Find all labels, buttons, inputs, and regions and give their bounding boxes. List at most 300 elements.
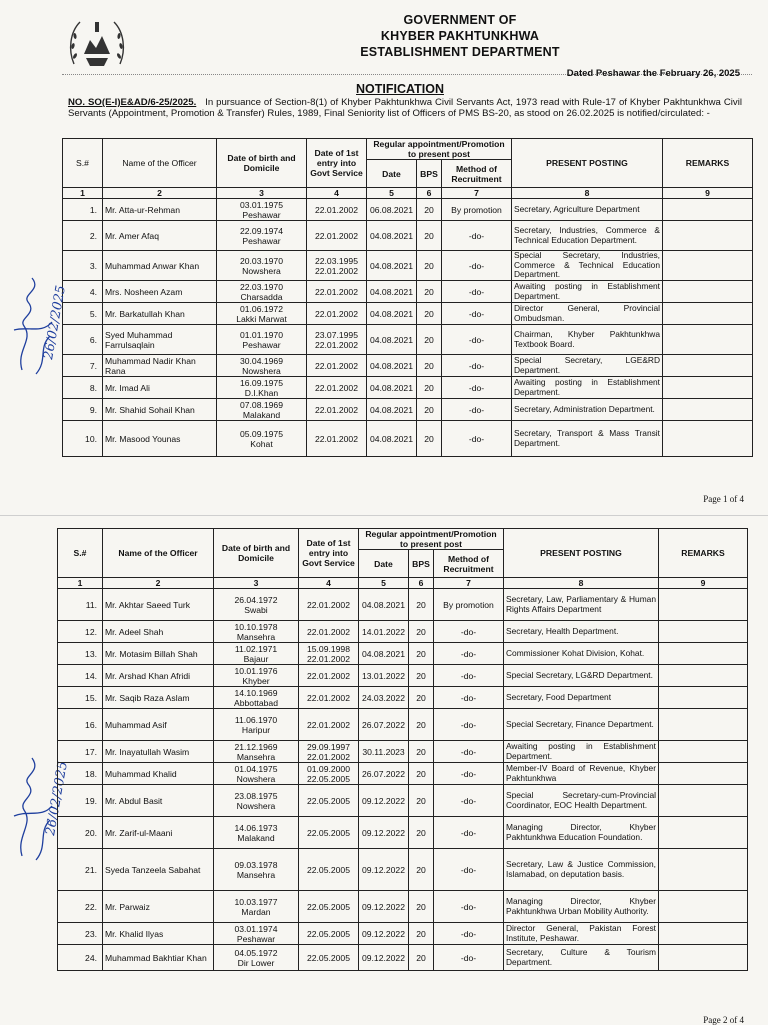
- remarks-cell: [659, 849, 748, 891]
- col-posting: PRESENT POSTING: [512, 139, 663, 188]
- row-sn: 11.: [58, 589, 103, 621]
- dob-domicile: [214, 709, 299, 741]
- col-num: 4: [299, 578, 359, 589]
- domicile: Kohat: [250, 438, 273, 449]
- row-sn: 23.: [58, 923, 103, 945]
- row-sn: 9.: [63, 399, 103, 421]
- recruitment-method: -do-: [434, 709, 504, 741]
- domicile: Bajaur: [243, 653, 269, 664]
- bps-value: 20: [417, 377, 442, 399]
- promotion-date: 09.12.2022: [359, 817, 409, 849]
- birth-date: 04.05.1972: [234, 947, 278, 958]
- present-posting: Awaiting posting in Establishment Department.: [512, 377, 663, 399]
- officer-name: Mr. Amer Afaq: [103, 221, 217, 251]
- promotion-date: 04.08.2021: [359, 643, 409, 665]
- col-regular: Regular appointment/Promotion to present post: [367, 139, 512, 160]
- col-num: 6: [409, 578, 434, 589]
- table-row: [58, 621, 748, 643]
- domicile: Nowshera: [242, 265, 281, 276]
- domicile: Peshawar: [236, 933, 276, 944]
- recruitment-method: -do-: [442, 355, 512, 377]
- present-posting: Secretary, Agriculture Department: [512, 199, 663, 221]
- row-sn: 6.: [63, 325, 103, 355]
- birth-date: 11.02.1971: [234, 643, 278, 654]
- dob-domicile: [214, 589, 299, 621]
- birth-date: 01.04.1975: [234, 763, 278, 774]
- row-sn: 19.: [58, 785, 103, 817]
- bps-value: 20: [417, 325, 442, 355]
- bps-value: 20: [409, 621, 434, 643]
- domicile: Malakand: [242, 409, 281, 420]
- birth-date: 01.01.1970: [239, 329, 283, 340]
- officer-name: Mr. Motasim Billah Shah: [103, 643, 214, 665]
- dob-domicile: [214, 643, 299, 665]
- officer-name: Syed Muhammad Farrulsaqlain: [103, 325, 217, 355]
- row-sn: 2.: [63, 221, 103, 251]
- entry-date: 22.01.2002: [307, 421, 367, 457]
- bps-value: 20: [417, 303, 442, 325]
- remarks-cell: [659, 687, 748, 709]
- birth-date: 14.06.1973: [234, 822, 278, 833]
- officer-name: Mr. Parwaiz: [103, 891, 214, 923]
- promotion-date: 09.12.2022: [359, 785, 409, 817]
- recruitment-method: -do-: [434, 785, 504, 817]
- row-sn: 16.: [58, 709, 103, 741]
- domicile: Haripur: [241, 724, 271, 735]
- dob-domicile: [214, 817, 299, 849]
- recruitment-method: -do-: [434, 891, 504, 923]
- remarks-cell: [663, 199, 753, 221]
- recruitment-method: By promotion: [442, 199, 512, 221]
- recruitment-method: -do-: [442, 325, 512, 355]
- officer-name: Muhammad Nadir Khan Rana: [103, 355, 217, 377]
- present-posting: Chairman, Khyber Pakhtunkhwa Textbook Board.: [512, 325, 663, 355]
- promotion-date: 04.08.2021: [367, 355, 417, 377]
- bps-value: 20: [417, 355, 442, 377]
- entry-date: 22.05.2005: [299, 923, 359, 945]
- entry-date: 22.05.2005: [299, 945, 359, 971]
- promotion-date: 26.07.2022: [359, 763, 409, 785]
- domicile: Malakand: [237, 832, 275, 843]
- col-entry: Date of 1st entry into Govt Service: [299, 529, 359, 578]
- entry-date: 23.07.1995 22.01.2002: [307, 325, 367, 355]
- birth-date: 20.03.1970: [239, 255, 283, 266]
- col-date: Date: [359, 550, 409, 578]
- entry-date: 22.01.2002: [299, 687, 359, 709]
- domicile: Abbottabad: [234, 697, 278, 708]
- remarks-cell: [659, 621, 748, 643]
- present-posting: Member-IV Board of Revenue, Khyber Pakhtunkhwa: [504, 763, 659, 785]
- row-sn: 13.: [58, 643, 103, 665]
- table-row: [58, 923, 748, 945]
- birth-date: 03.01.1975: [239, 199, 283, 210]
- table-row: [58, 665, 748, 687]
- bps-value: 20: [417, 399, 442, 421]
- promotion-date: 30.11.2023: [359, 741, 409, 763]
- promotion-date: 04.08.2021: [367, 421, 417, 457]
- col-num: 8: [504, 578, 659, 589]
- promotion-date: 04.08.2021: [367, 303, 417, 325]
- present-posting: Special Secretary, Finance Department.: [504, 709, 659, 741]
- promotion-date: 14.01.2022: [359, 621, 409, 643]
- col-num: 1: [58, 578, 103, 589]
- remarks-cell: [659, 709, 748, 741]
- row-sn: 20.: [58, 817, 103, 849]
- present-posting: Special Secretary, LG&RD Department.: [504, 665, 659, 687]
- bps-value: 20: [409, 817, 434, 849]
- present-posting: Director General, Pakistan Forest Institute, Peshawar.: [504, 923, 659, 945]
- entry-date: 29.09.1997 22.01.2002: [299, 741, 359, 763]
- bps-value: 20: [409, 763, 434, 785]
- recruitment-method: -do-: [434, 621, 504, 643]
- entry-date: 22.01.2002: [307, 221, 367, 251]
- birth-date: 22.09.1974: [239, 225, 283, 236]
- entry-date: 22.01.2002: [307, 199, 367, 221]
- remarks-cell: [663, 399, 753, 421]
- dob-domicile: [214, 665, 299, 687]
- domicile: Charsadda: [240, 291, 283, 302]
- dob-domicile: [214, 687, 299, 709]
- dob-domicile: [217, 251, 307, 281]
- domicile: Nowshera: [236, 800, 276, 811]
- recruitment-method: -do-: [434, 763, 504, 785]
- promotion-date: 04.08.2021: [359, 589, 409, 621]
- officer-name: Muhammad Bakhtiar Khan: [103, 945, 214, 971]
- table-row: [63, 221, 753, 251]
- col-num: 8: [512, 188, 663, 199]
- row-sn: 17.: [58, 741, 103, 763]
- col-method: Method of Recruitment: [442, 160, 512, 188]
- bps-value: 20: [409, 687, 434, 709]
- row-sn: 4.: [63, 281, 103, 303]
- table-body-page-one: [63, 199, 753, 457]
- officer-name: Muhammad Anwar Khan: [103, 251, 217, 281]
- present-posting: Managing Director, Khyber Pakhtunkhwa Urban Mobility Authority.: [504, 891, 659, 923]
- seniority-table-page-one: [62, 138, 753, 457]
- remarks-cell: [659, 741, 748, 763]
- promotion-date: 26.07.2022: [359, 709, 409, 741]
- col-num: 4: [307, 188, 367, 199]
- entry-date: 22.01.2002: [299, 621, 359, 643]
- domicile: Lakki Marwat: [236, 313, 287, 324]
- dob-domicile: [217, 281, 307, 303]
- col-posting: PRESENT POSTING: [504, 529, 659, 578]
- col-name: Name of the Officer: [103, 529, 214, 578]
- row-sn: 12.: [58, 621, 103, 643]
- remarks-cell: [663, 325, 753, 355]
- recruitment-method: -do-: [434, 741, 504, 763]
- domicile: D.I.Khan: [244, 387, 279, 398]
- bps-value: 20: [417, 421, 442, 457]
- dob-domicile: [214, 945, 299, 971]
- signature-stamp: [8, 230, 68, 380]
- row-sn: 3.: [63, 251, 103, 281]
- bps-value: 20: [409, 643, 434, 665]
- present-posting: Secretary, Food Department: [504, 687, 659, 709]
- promotion-date: 09.12.2022: [359, 891, 409, 923]
- header-line-government: GOVERNMENT OF: [403, 13, 517, 27]
- domicile: Nowshera: [242, 365, 281, 376]
- recruitment-method: -do-: [434, 687, 504, 709]
- entry-date: 22.05.2005: [299, 785, 359, 817]
- bps-value: 20: [417, 251, 442, 281]
- table-row: [63, 421, 753, 457]
- domicile: Nowshera: [236, 773, 276, 784]
- table-row: [58, 891, 748, 923]
- dob-domicile: [214, 785, 299, 817]
- officer-name: Mr. Zarif-ul-Maani: [103, 817, 214, 849]
- birth-date: 22.03.1970: [239, 281, 283, 292]
- domicile: Peshawar: [242, 339, 281, 350]
- col-regular: Regular appointment/Promotion to present post: [359, 529, 504, 550]
- officer-name: Mr. Barkatullah Khan: [103, 303, 217, 325]
- col-dob: Date of birth and Domicile: [217, 139, 307, 188]
- dob-domicile: [217, 421, 307, 457]
- row-sn: 14.: [58, 665, 103, 687]
- remarks-cell: [659, 589, 748, 621]
- col-entry: Date of 1st entry into Govt Service: [307, 139, 367, 188]
- dated-line: Dated Peshawar the February 26, 2025: [566, 68, 740, 79]
- remarks-cell: [659, 785, 748, 817]
- col-num: 3: [214, 578, 299, 589]
- dob-domicile: [217, 325, 307, 355]
- bps-value: 20: [409, 709, 434, 741]
- table-row: [63, 325, 753, 355]
- birth-date: 11.06.1970: [234, 714, 278, 725]
- domicile: Khyber: [242, 675, 270, 686]
- government-emblem-icon: [66, 16, 128, 70]
- table-row: [58, 849, 748, 891]
- present-posting: Secretary, Industries, Commerce & Technical Education Department.: [512, 221, 663, 251]
- present-posting: Commissioner Kohat Division, Kohat.: [504, 643, 659, 665]
- recruitment-method: -do-: [434, 923, 504, 945]
- domicile: Mansehra: [236, 869, 276, 880]
- recruitment-method: -do-: [442, 251, 512, 281]
- entry-date: 22.01.2002: [299, 665, 359, 687]
- domicile: Mardan: [241, 906, 271, 917]
- row-sn: 18.: [58, 763, 103, 785]
- present-posting: Secretary, Culture & Tourism Department.: [504, 945, 659, 971]
- promotion-date: 04.08.2021: [367, 377, 417, 399]
- table-row: [63, 303, 753, 325]
- promotion-date: 04.08.2021: [367, 399, 417, 421]
- officer-name: Mr. Shahid Sohail Khan: [103, 399, 217, 421]
- col-dob: Date of birth and Domicile: [214, 529, 299, 578]
- signature-date: 26/02/2025: [41, 284, 69, 361]
- entry-date: 22.01.2002: [299, 589, 359, 621]
- remarks-cell: [663, 281, 753, 303]
- bps-value: 20: [409, 923, 434, 945]
- dob-domicile: [214, 891, 299, 923]
- officer-name: Mr. Abdul Basit: [103, 785, 214, 817]
- col-num: 7: [434, 578, 504, 589]
- col-method: Method of Recruitment: [434, 550, 504, 578]
- row-sn: 1.: [63, 199, 103, 221]
- present-posting: Managing Director, Khyber Pakhtunkhwa Education Foundation.: [504, 817, 659, 849]
- officer-name: Mr. Saqib Raza Aslam: [103, 687, 214, 709]
- officer-name: Muhammad Khalid: [103, 763, 214, 785]
- row-sn: 21.: [58, 849, 103, 891]
- remarks-cell: [663, 377, 753, 399]
- promotion-date: 04.08.2021: [367, 221, 417, 251]
- table-row: [63, 251, 753, 281]
- domicile: Swabi: [244, 604, 268, 615]
- header-line-province: KHYBER PAKHTUNKHWA: [380, 29, 540, 43]
- domicile: Peshawar: [242, 235, 281, 246]
- col-remarks: REMARKS: [659, 529, 748, 578]
- birth-date: 01.06.1972: [239, 303, 283, 314]
- present-posting: Secretary, Law, Parliamentary & Human Rights Affairs Department: [504, 589, 659, 621]
- remarks-cell: [659, 945, 748, 971]
- col-num: 9: [659, 578, 748, 589]
- birth-date: 21.12.1969: [234, 741, 278, 752]
- promotion-date: 04.08.2021: [367, 325, 417, 355]
- table-row: [58, 763, 748, 785]
- notification-paragraph: [68, 97, 742, 120]
- birth-date: 23.08.1975: [234, 790, 278, 801]
- present-posting: Special Secretary, Industries, Commerce & Technical Education Department.: [512, 251, 663, 281]
- remarks-cell: [659, 923, 748, 945]
- remarks-cell: [659, 643, 748, 665]
- col-bps: BPS: [409, 550, 434, 578]
- birth-date: 10.03.1977: [234, 896, 278, 907]
- bps-value: 20: [409, 849, 434, 891]
- recruitment-method: By promotion: [434, 589, 504, 621]
- officer-name: Mr. Arshad Khan Afridi: [103, 665, 214, 687]
- recruitment-method: -do-: [434, 643, 504, 665]
- recruitment-method: -do-: [442, 281, 512, 303]
- col-num: 2: [103, 188, 217, 199]
- recruitment-method: -do-: [442, 421, 512, 457]
- col-remarks: REMARKS: [663, 139, 753, 188]
- col-num: 6: [417, 188, 442, 199]
- row-sn: 10.: [63, 421, 103, 457]
- bps-value: 20: [409, 741, 434, 763]
- signature-date: 26/02/2025: [43, 760, 71, 837]
- officer-name: Mrs. Nosheen Azam: [103, 281, 217, 303]
- bps-value: 20: [409, 589, 434, 621]
- entry-date: 22.01.2002: [307, 377, 367, 399]
- notification-text: In pursuance of Section-8(1) of Khyber Pakhtunkhwa Civil Servants Act, 1973 read with Rule-17 of Khyber Pakhtunkhwa Civil Servants (Appointment, Promotion & Transfer) Rules, 1989, Final Seniority list of Officers of PMS BS-20, as stood on 26.02.2025 is notified/circulated: -: [68, 97, 742, 120]
- officer-name: Mr. Atta-ur-Rehman: [103, 199, 217, 221]
- entry-date: 22.05.2005: [299, 891, 359, 923]
- remarks-cell: [663, 303, 753, 325]
- present-posting: Secretary, Health Department.: [504, 621, 659, 643]
- recruitment-method: -do-: [434, 945, 504, 971]
- table-row: [58, 687, 748, 709]
- remarks-cell: [663, 421, 753, 457]
- recruitment-method: -do-: [442, 399, 512, 421]
- present-posting: Secretary, Administration Department.: [512, 399, 663, 421]
- entry-date: 01.09.2000 22.05.2005: [299, 763, 359, 785]
- remarks-cell: [663, 355, 753, 377]
- col-sn: S.#: [63, 139, 103, 188]
- row-sn: 15.: [58, 687, 103, 709]
- birth-date: 26.04.1972: [234, 594, 278, 605]
- remarks-cell: [659, 891, 748, 923]
- dob-domicile: [214, 741, 299, 763]
- row-sn: 7.: [63, 355, 103, 377]
- remarks-cell: [659, 665, 748, 687]
- table-body-page-two: [58, 589, 748, 971]
- promotion-date: 04.08.2021: [367, 251, 417, 281]
- birth-date: 30.04.1969: [239, 355, 283, 366]
- birth-date: 10.01.1976: [234, 665, 278, 676]
- present-posting: Awaiting posting in Establishment Department.: [512, 281, 663, 303]
- domicile: Dir Lower: [237, 957, 275, 968]
- entry-date: 15.09.1998 22.01.2002: [299, 643, 359, 665]
- dob-domicile: [217, 399, 307, 421]
- present-posting: Secretary, Law & Justice Commission, Islamabad, on deputation basis.: [504, 849, 659, 891]
- entry-date: 22.05.2005: [299, 849, 359, 891]
- domicile: Peshawar: [242, 209, 281, 220]
- bps-value: 20: [417, 221, 442, 251]
- header-line-department: ESTABLISHMENT DEPARTMENT: [360, 45, 560, 59]
- dob-domicile: [217, 377, 307, 399]
- birth-date: 14.10.1969: [234, 687, 278, 698]
- dob-domicile: [214, 763, 299, 785]
- birth-date: 05.09.1975: [239, 428, 283, 439]
- col-sn: S.#: [58, 529, 103, 578]
- birth-date: 07.08.1969: [239, 399, 283, 410]
- entry-date: 22.01.2002: [299, 709, 359, 741]
- promotion-date: 24.03.2022: [359, 687, 409, 709]
- col-num: 9: [663, 188, 753, 199]
- entry-date: 22.05.2005: [299, 817, 359, 849]
- table-row: [58, 741, 748, 763]
- table-row: [63, 281, 753, 303]
- officer-name: Mr. Khalid Ilyas: [103, 923, 214, 945]
- table-row: [63, 199, 753, 221]
- promotion-date: 09.12.2022: [359, 849, 409, 891]
- col-date: Date: [367, 160, 417, 188]
- entry-date: 22.01.2002: [307, 281, 367, 303]
- col-num: 5: [359, 578, 409, 589]
- officer-name: Muhammad Asif: [103, 709, 214, 741]
- bps-value: 20: [409, 665, 434, 687]
- dob-domicile: [217, 303, 307, 325]
- domicile: Mansehra: [236, 631, 276, 642]
- row-sn: 8.: [63, 377, 103, 399]
- table-row: [58, 785, 748, 817]
- col-bps: BPS: [417, 160, 442, 188]
- birth-date: 10.10.1978: [234, 621, 278, 632]
- col-num: 1: [63, 188, 103, 199]
- present-posting: Awaiting posting in Establishment Department.: [504, 741, 659, 763]
- present-posting: Director General, Provincial Ombudsman.: [512, 303, 663, 325]
- remarks-cell: [659, 817, 748, 849]
- promotion-date: 06.08.2021: [367, 199, 417, 221]
- col-num: 2: [103, 578, 214, 589]
- dob-domicile: [214, 849, 299, 891]
- page-number-one: Page 1 of 4: [703, 494, 744, 504]
- bps-value: 20: [417, 199, 442, 221]
- promotion-date: 04.08.2021: [367, 281, 417, 303]
- table-row: [58, 945, 748, 971]
- table-row: [58, 817, 748, 849]
- dob-domicile: [217, 221, 307, 251]
- row-sn: 5.: [63, 303, 103, 325]
- promotion-date: 13.01.2022: [359, 665, 409, 687]
- recruitment-method: -do-: [434, 665, 504, 687]
- col-num: 7: [442, 188, 512, 199]
- present-posting: Special Secretary-cum-Provincial Coordinator, EOC Health Department.: [504, 785, 659, 817]
- entry-date: 22.01.2002: [307, 303, 367, 325]
- col-name: Name of the Officer: [103, 139, 217, 188]
- officer-name: Mr. Inayatullah Wasim: [103, 741, 214, 763]
- present-posting: Special Secretary, LGE&RD Department.: [512, 355, 663, 377]
- officer-name: Mr. Imad Ali: [103, 377, 217, 399]
